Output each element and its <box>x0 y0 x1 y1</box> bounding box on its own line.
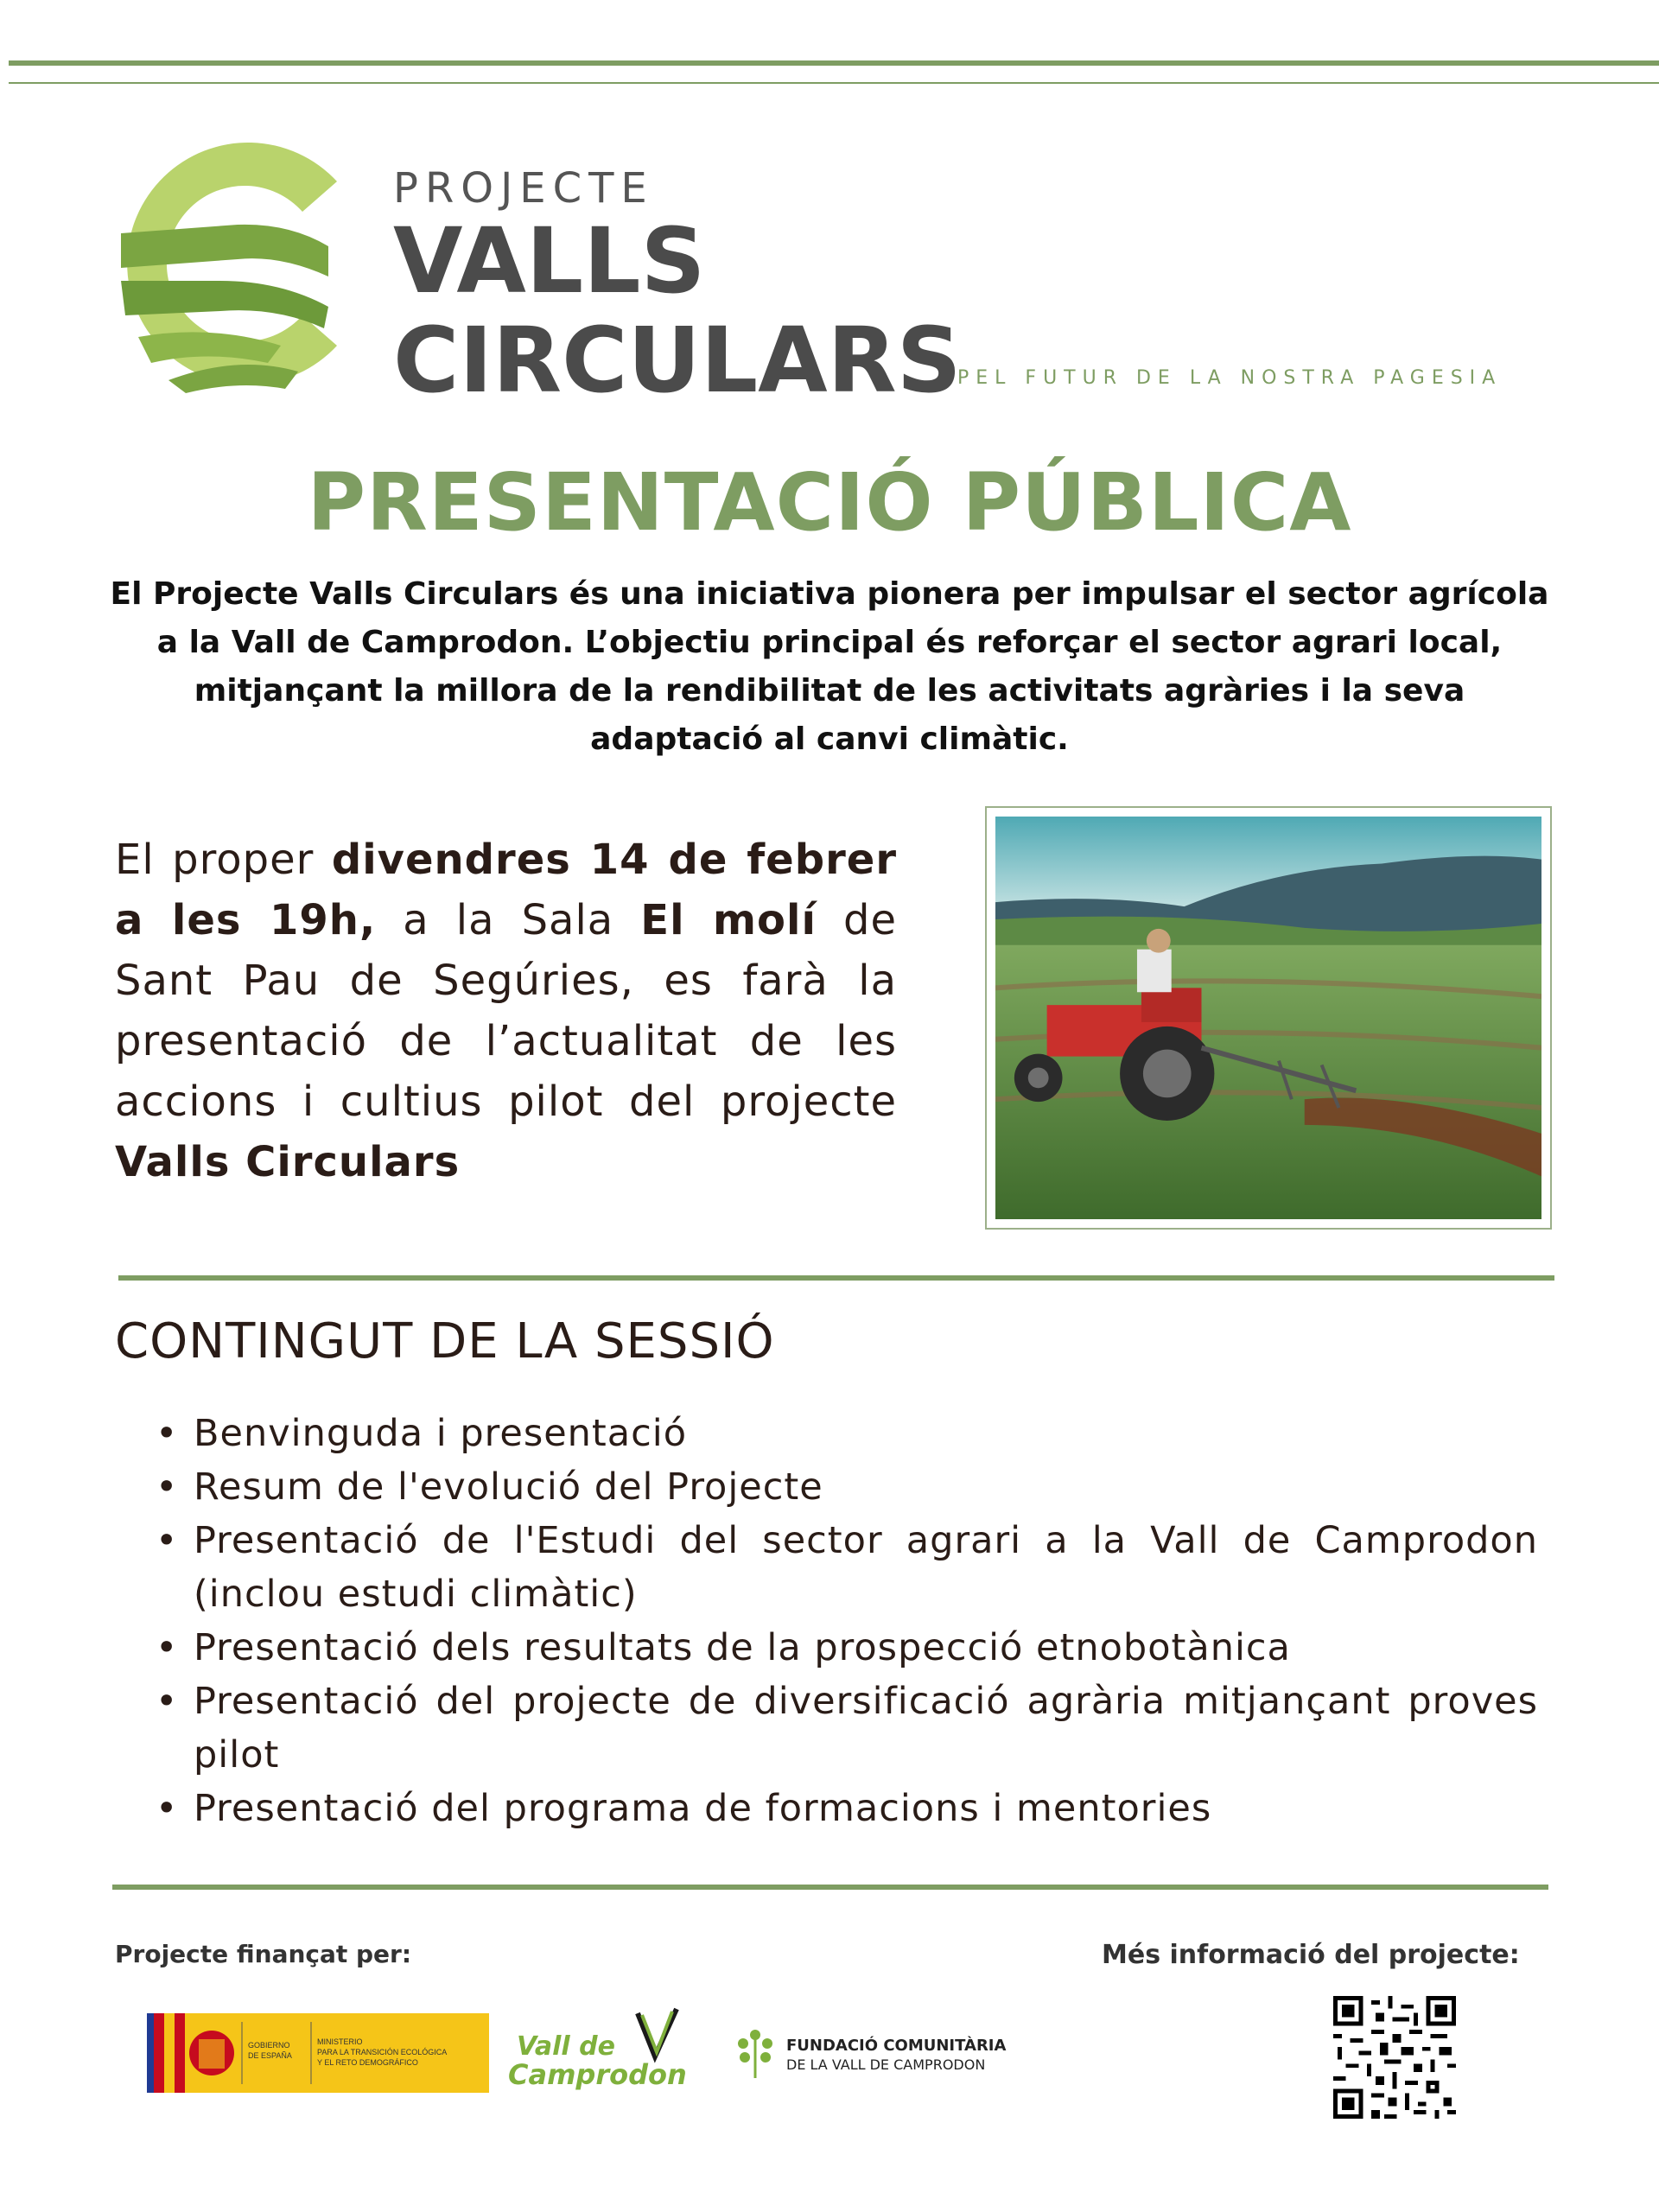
session-content-title: CONTINGUT DE LA SESSIÓ <box>115 1313 775 1370</box>
bullet-icon: • <box>156 1465 179 1509</box>
event-venue: El molí <box>640 896 817 944</box>
section-divider <box>118 1275 1554 1281</box>
logo-valls: VALLS <box>393 208 706 314</box>
svg-text:FUNDACIÓ COMUNITÀRIA: FUNDACIÓ COMUNITÀRIA <box>786 2037 1007 2055</box>
agenda-item-text: Presentació dels resultats de la prospecció etnobotànica <box>194 1626 1291 1669</box>
page-title: PRESENTACIÓ PÚBLICA <box>307 456 1352 549</box>
bullet-icon: • <box>156 1412 179 1455</box>
valls-circulars-logo-icon <box>117 130 376 397</box>
intro-paragraph: El Projecte Valls Circulars és una iniciativa pionera per impulsar el sector agrícola a la Vall de Camprodon. L’objectiu principal és reforçar el sector agrari local, mitjançant la millora de la rendibilitat de les activitats agràries i la seva adaptació al canvi climàtic. <box>110 576 1549 757</box>
more-info-label: Més informació del projecte: <box>1102 1940 1520 1970</box>
agenda-item-text: Presentació del programa de formacions i mentories <box>194 1787 1212 1830</box>
tractor-photo-frame <box>985 806 1552 1230</box>
top-rule-thin <box>9 82 1659 84</box>
gobierno-espana-logo-icon <box>147 2013 489 2093</box>
agenda-item-text: Presentació del projecte de diversificació agrària mitjançant proves pilot <box>194 1680 1538 1777</box>
bullet-icon: • <box>156 1680 179 1723</box>
agenda-list <box>156 1407 1538 1835</box>
vall-de-camprodon-logo-icon <box>508 2005 715 2091</box>
svg-text:DE LA VALL DE CAMPRODON: DE LA VALL DE CAMPRODON <box>786 2056 986 2073</box>
event-date: divendres 14 de febrer a les 19h, <box>115 836 897 944</box>
qr-code-icon[interactable] <box>1333 1996 1456 2119</box>
event-text-1: El proper <box>115 836 332 884</box>
tractor-field-photo <box>995 817 1541 1219</box>
svg-text:Camprodon: Camprodon <box>508 2058 687 2091</box>
agenda-item <box>156 1621 1538 1675</box>
agenda-item <box>156 1407 1538 1460</box>
agenda-item <box>156 1675 1538 1782</box>
event-project-name: Valls Circulars <box>115 1138 461 1186</box>
svg-text:Y EL RETO DEMOGRÁFICO: Y EL RETO DEMOGRÁFICO <box>317 2058 418 2067</box>
agenda-item-text: Presentació de l'Estudi del sector agrari a la Vall de Camprodon (inclou estudi climàtic) <box>194 1519 1538 1616</box>
svg-text:MINISTERIO: MINISTERIO <box>317 2037 363 2046</box>
bullet-icon: • <box>156 1626 179 1669</box>
footer-divider <box>112 1885 1548 1890</box>
svg-text:GOBIERNO: GOBIERNO <box>248 2041 290 2050</box>
fundacio-comunitaria-logo-icon <box>733 2026 1027 2082</box>
logo-circulars: CIRCULARS <box>393 308 962 413</box>
agenda-item <box>156 1460 1538 1514</box>
event-text-2: a la Sala <box>376 896 641 944</box>
svg-text:DE ESPAÑA: DE ESPAÑA <box>248 2051 292 2060</box>
agenda-item <box>156 1782 1538 1835</box>
agenda-item-text: Resum de l'evolució del Projecte <box>194 1465 823 1509</box>
top-rule <box>9 60 1659 66</box>
svg-text:PARA LA TRANSICIÓN ECOLÓGICA: PARA LA TRANSICIÓN ECOLÓGICA <box>317 2048 448 2056</box>
funded-by-label: Projecte finançat per: <box>115 1940 412 1968</box>
bullet-icon: • <box>156 1787 179 1830</box>
agenda-item <box>156 1514 1538 1621</box>
bullet-icon: • <box>156 1519 179 1562</box>
logo-projecte: PROJECTE <box>393 164 654 213</box>
svg-text:Vall de: Vall de <box>517 2031 615 2062</box>
event-paragraph <box>115 830 897 1192</box>
logo-tagline: PEL FUTUR DE LA NOSTRA PAGESIA <box>957 367 1503 389</box>
event-text-3: de Sant Pau de Segúries, es farà la presentació de l’actualitat de les accions i cultius pilot del projecte <box>115 896 898 1126</box>
agenda-item-text: Benvinguda i presentació <box>194 1412 688 1455</box>
